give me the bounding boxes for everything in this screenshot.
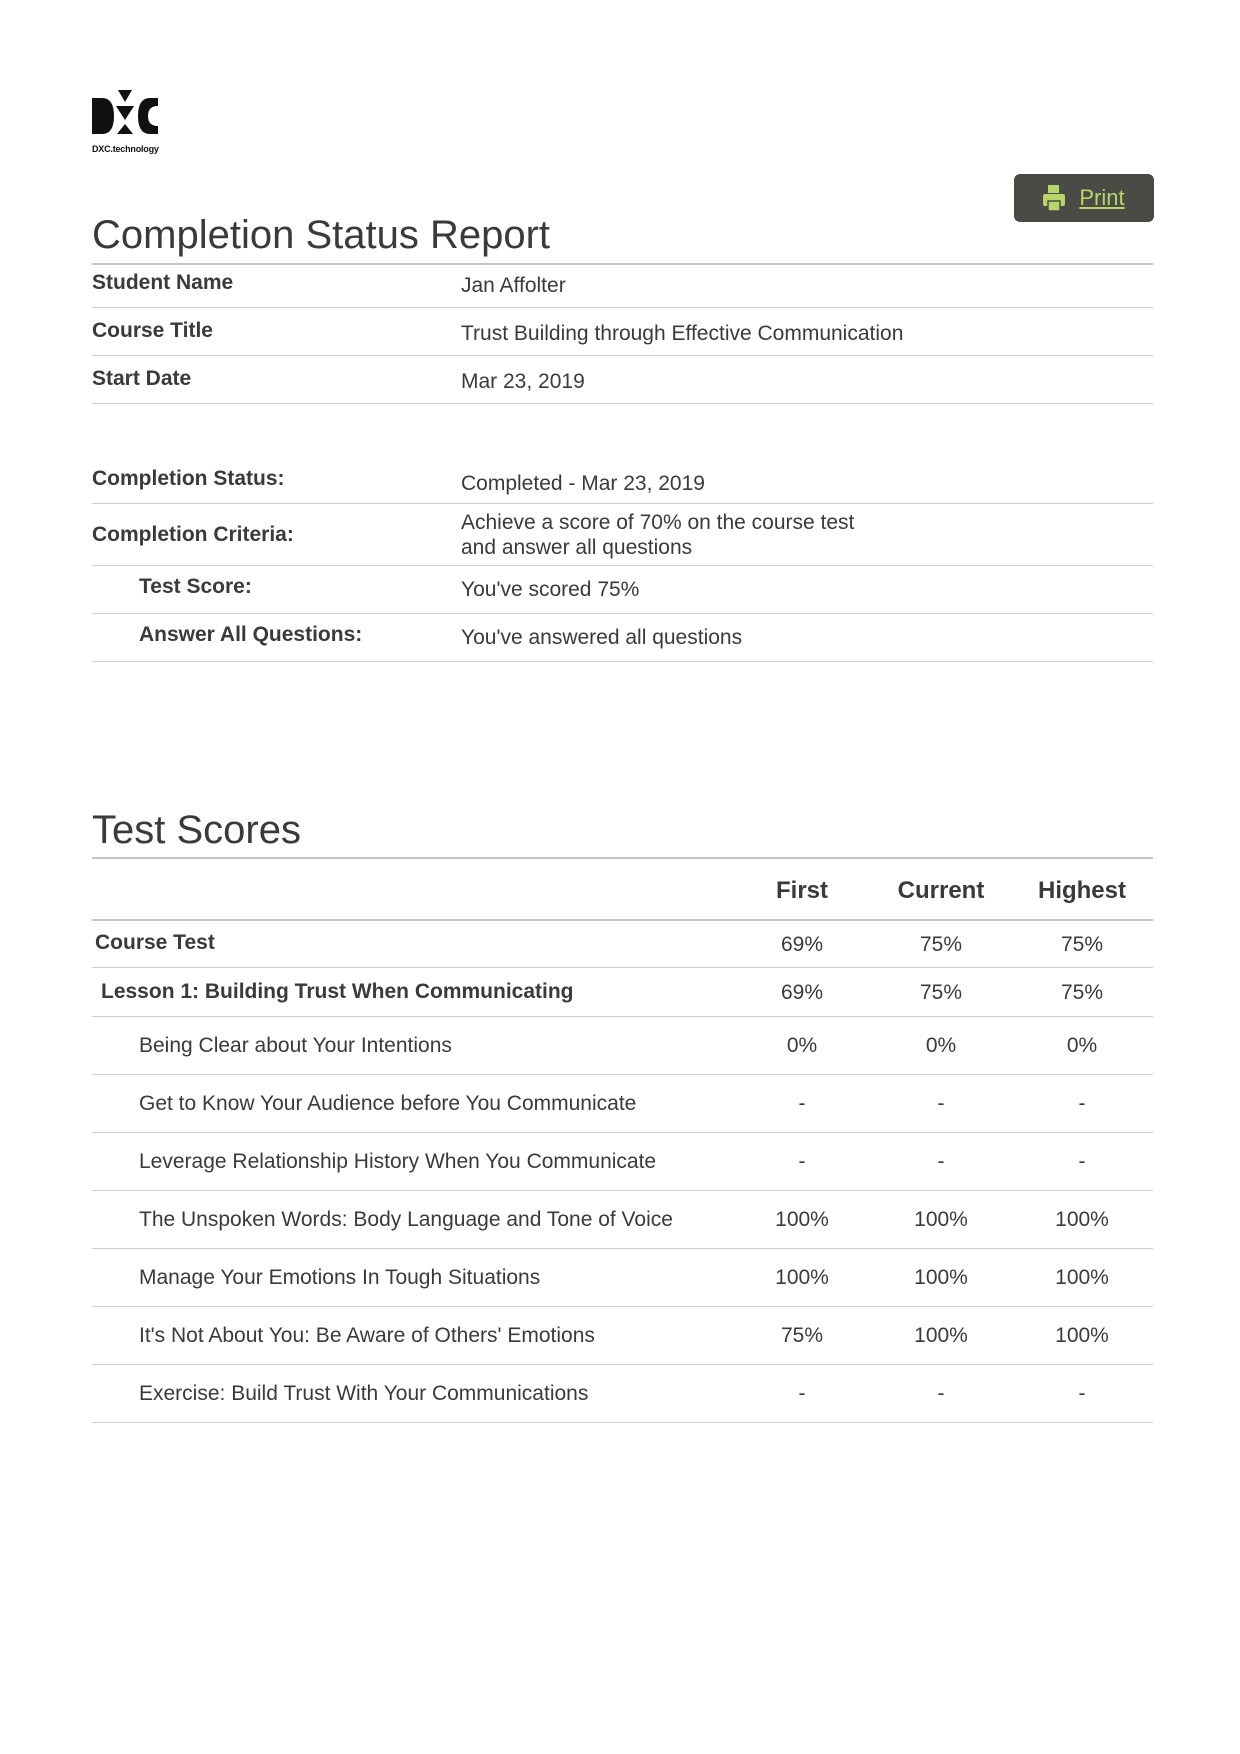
completion-criteria-row: [92, 503, 1153, 566]
table-row: [92, 1249, 1153, 1307]
criteria-line-2: and answer all questions: [461, 536, 693, 559]
print-button[interactable]: [1014, 174, 1154, 222]
course-title-value: Trust Building through Effective Communication: [461, 322, 904, 345]
table-header: [92, 857, 1153, 921]
highest-score: 100%: [1055, 1324, 1109, 1347]
highest-score: 100%: [1055, 1266, 1109, 1289]
info-row-start-date: [92, 355, 1153, 404]
first-score: 69%: [780, 933, 824, 956]
highest-score: -: [1078, 1092, 1086, 1115]
completion-criteria-label: Completion Criteria:: [92, 523, 294, 546]
dxc-logo: [92, 90, 162, 156]
completion-status-row: [92, 455, 1153, 504]
row-label: The Unspoken Words: Body Language and Tone of Voice: [139, 1208, 673, 1231]
current-score: 75%: [919, 933, 963, 956]
test-score-value: You've scored 75%: [461, 578, 640, 601]
student-name-value: Jan Affolter: [461, 274, 566, 297]
table-row-course-test: [92, 919, 1153, 968]
criteria-line-1: Achieve a score of 70% on the course test: [461, 511, 855, 534]
current-score: 0%: [925, 1034, 957, 1057]
answer-all-value: You've answered all questions: [461, 626, 743, 649]
test-score-row: [92, 565, 1153, 614]
first-score: 0%: [786, 1034, 818, 1057]
current-score: 75%: [919, 981, 963, 1004]
info-row-student: [92, 265, 1153, 308]
start-date-value: Mar 23, 2019: [461, 370, 585, 393]
current-score: -: [937, 1092, 945, 1115]
row-label: Course Test: [95, 931, 215, 954]
first-score: 75%: [780, 1324, 824, 1347]
current-score: 100%: [914, 1324, 968, 1347]
current-score: -: [937, 1382, 945, 1405]
test-scores-title: Test Scores: [92, 808, 301, 852]
first-score: 100%: [775, 1266, 829, 1289]
column-header-current: Current: [897, 877, 985, 904]
current-score: 100%: [914, 1208, 968, 1231]
printer-icon: [1043, 185, 1065, 211]
print-label: Print: [1079, 185, 1125, 210]
row-label: Leverage Relationship History When You Communicate: [139, 1150, 657, 1173]
start-date-label: Start Date: [92, 367, 192, 390]
table-row-lesson: [92, 968, 1153, 1017]
logo-text: DXC.technology: [92, 144, 159, 154]
info-row-course: [92, 307, 1153, 356]
table-row: [92, 1191, 1153, 1249]
first-score: -: [798, 1092, 806, 1115]
row-label: It's Not About You: Be Aware of Others' Emotions: [139, 1324, 595, 1347]
column-header-first: First: [775, 877, 828, 904]
answer-all-label: Answer All Questions:: [139, 623, 363, 646]
table-row: [92, 1307, 1153, 1365]
highest-score: 75%: [1060, 981, 1104, 1004]
table-row: [92, 1365, 1153, 1423]
current-score: -: [937, 1150, 945, 1173]
row-label: Manage Your Emotions In Tough Situations: [139, 1266, 541, 1289]
row-label: Being Clear about Your Intentions: [139, 1034, 452, 1057]
report-page: [92, 0, 1153, 1754]
highest-score: 0%: [1066, 1034, 1098, 1057]
table-row: [92, 1133, 1153, 1191]
completion-criteria-value: [461, 510, 854, 560]
highest-score: 100%: [1055, 1208, 1109, 1231]
current-score: 100%: [914, 1266, 968, 1289]
page-title: Completion Status Report: [92, 213, 551, 257]
dxc-logo-mark: [92, 90, 158, 134]
row-label: Get to Know Your Audience before You Communicate: [139, 1092, 637, 1115]
highest-score: -: [1078, 1150, 1086, 1173]
answer-all-row: [92, 613, 1153, 662]
completion-status-value: Completed - Mar 23, 2019: [461, 472, 705, 495]
highest-score: 75%: [1060, 933, 1104, 956]
completion-status-label: Completion Status:: [92, 467, 285, 490]
course-title-label: Course Title: [92, 319, 213, 342]
first-score: -: [798, 1150, 806, 1173]
student-name-label: Student Name: [92, 271, 234, 294]
row-label: Lesson 1: Building Trust When Communicating: [101, 980, 574, 1003]
highest-score: -: [1078, 1382, 1086, 1405]
first-score: 69%: [780, 981, 824, 1004]
table-row: [92, 1075, 1153, 1133]
test-score-label: Test Score:: [139, 575, 252, 598]
table-row: [92, 1017, 1153, 1075]
first-score: -: [798, 1382, 806, 1405]
first-score: 100%: [775, 1208, 829, 1231]
column-header-highest: Highest: [1037, 877, 1126, 904]
row-label: Exercise: Build Trust With Your Communications: [139, 1382, 589, 1405]
